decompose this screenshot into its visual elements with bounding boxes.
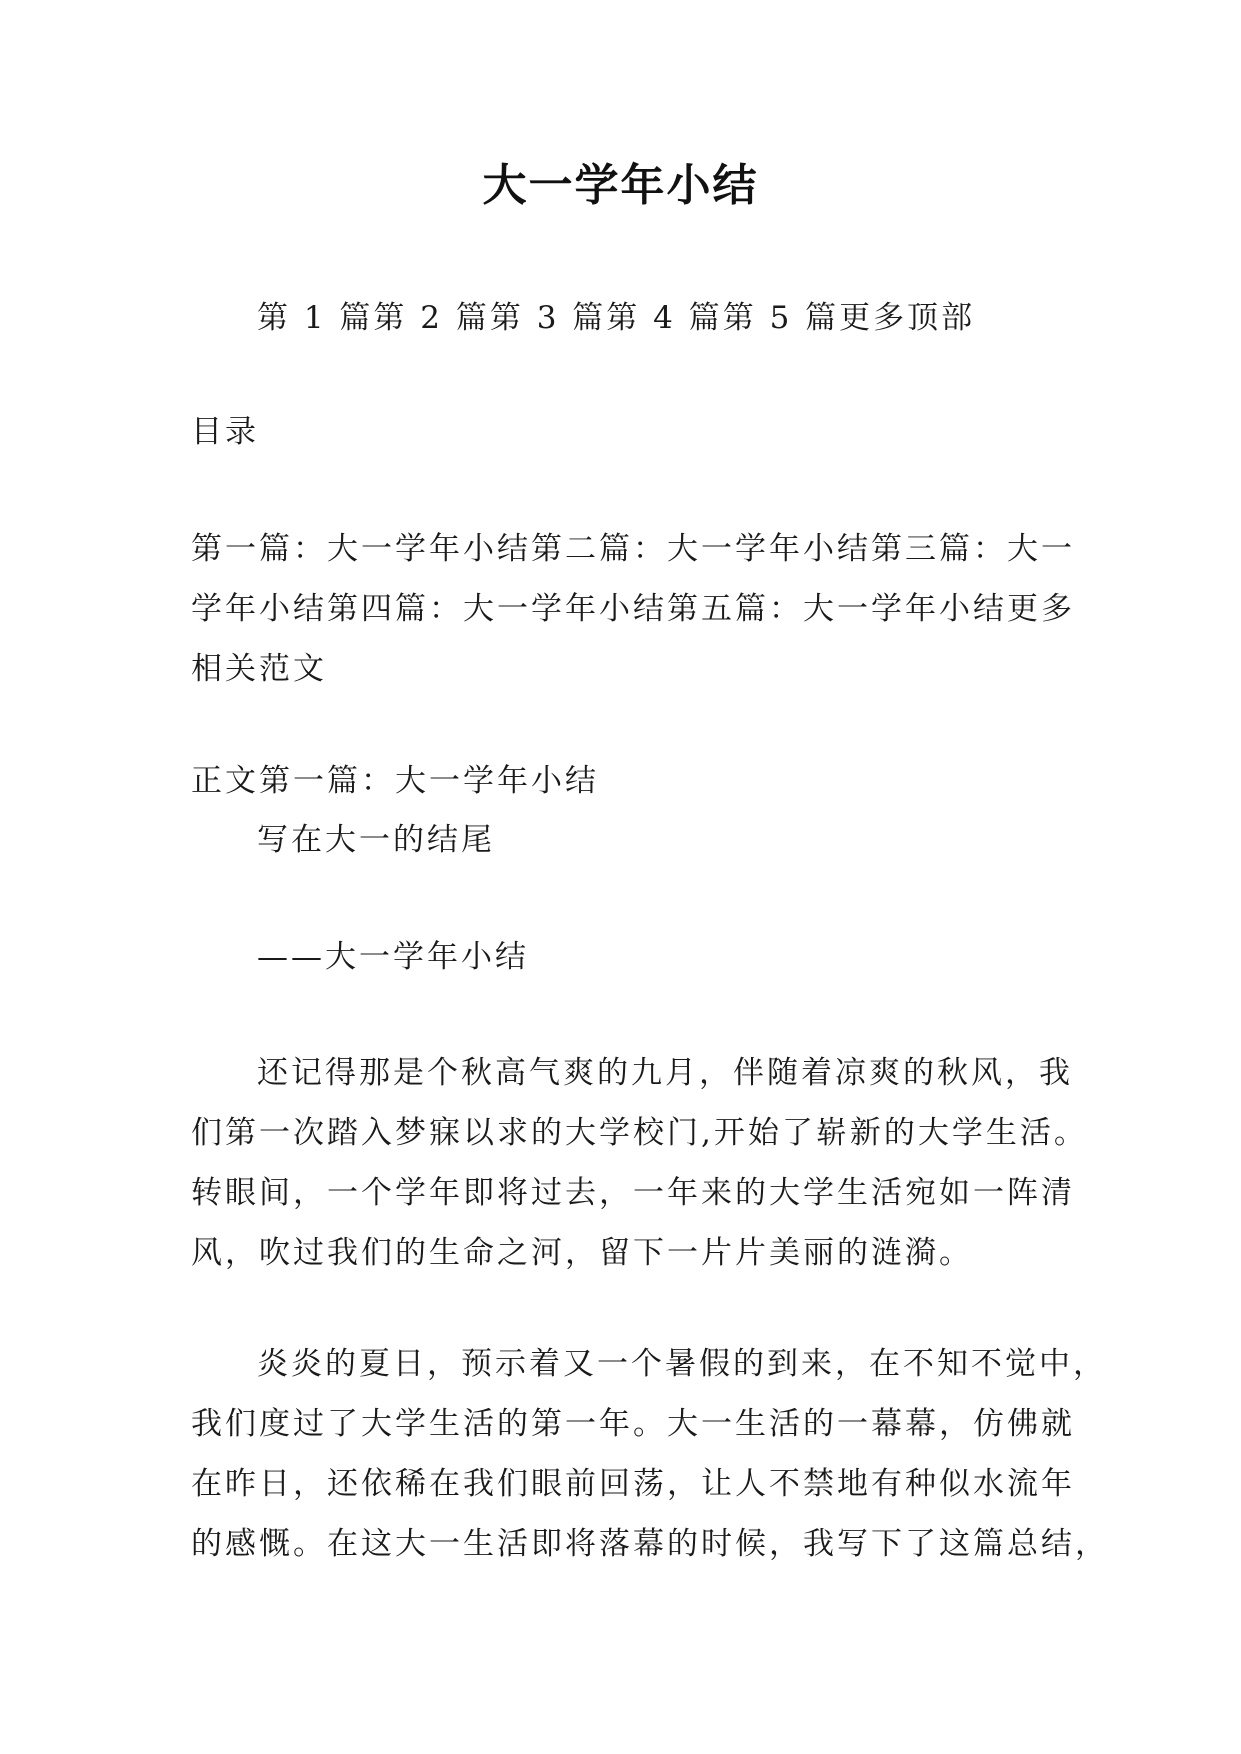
paragraph-line: 炎炎的夏日，预示着又一个暑假的到来，在不知不觉中， [257,1346,1107,1382]
toc-line: 学年小结第四篇：大一学年小结第五篇：大一学年小结更多 [191,591,1075,627]
paragraph-2 [191,1334,1109,1574]
paragraph-line: 的感慨。在这大一生活即将落幕的时候，我写下了这篇总结， [191,1526,1109,1562]
article-subtitle: 写在大一的结尾 [257,822,495,858]
paragraph-line: 还记得那是个秋高气爽的九月，伴随着凉爽的秋风，我 [257,1055,1073,1091]
paragraph-line: 们第一次踏入梦寐以求的大学校门,开始了崭新的大学生活。 [191,1115,1088,1151]
paragraph-line: 转眼间，一个学年即将过去，一年来的大学生活宛如一阵清 [191,1175,1075,1211]
toc-heading: 目录 [191,414,259,450]
article-subtitle-dash: ——大一学年小结 [257,939,529,975]
paragraph-1 [191,1043,1088,1283]
section-nav-line: 第 1 篇第 2 篇第 3 篇第 4 篇第 5 篇更多顶部 [257,300,976,336]
paragraph-line: 风，吹过我们的生命之河，留下一片片美丽的涟漪。 [191,1235,973,1271]
toc-line: 相关范文 [191,651,327,687]
toc-list [191,519,1075,699]
document-title: 大一学年小结 [482,160,759,211]
toc-line: 第一篇：大一学年小结第二篇：大一学年小结第三篇：大一 [191,531,1075,567]
body-heading: 正文第一篇：大一学年小结 [191,763,599,799]
paragraph-line: 我们度过了大学生活的第一年。大一生活的一幕幕，仿佛就 [191,1406,1075,1442]
paragraph-line: 在昨日，还依稀在我们眼前回荡，让人不禁地有种似水流年 [191,1466,1075,1502]
